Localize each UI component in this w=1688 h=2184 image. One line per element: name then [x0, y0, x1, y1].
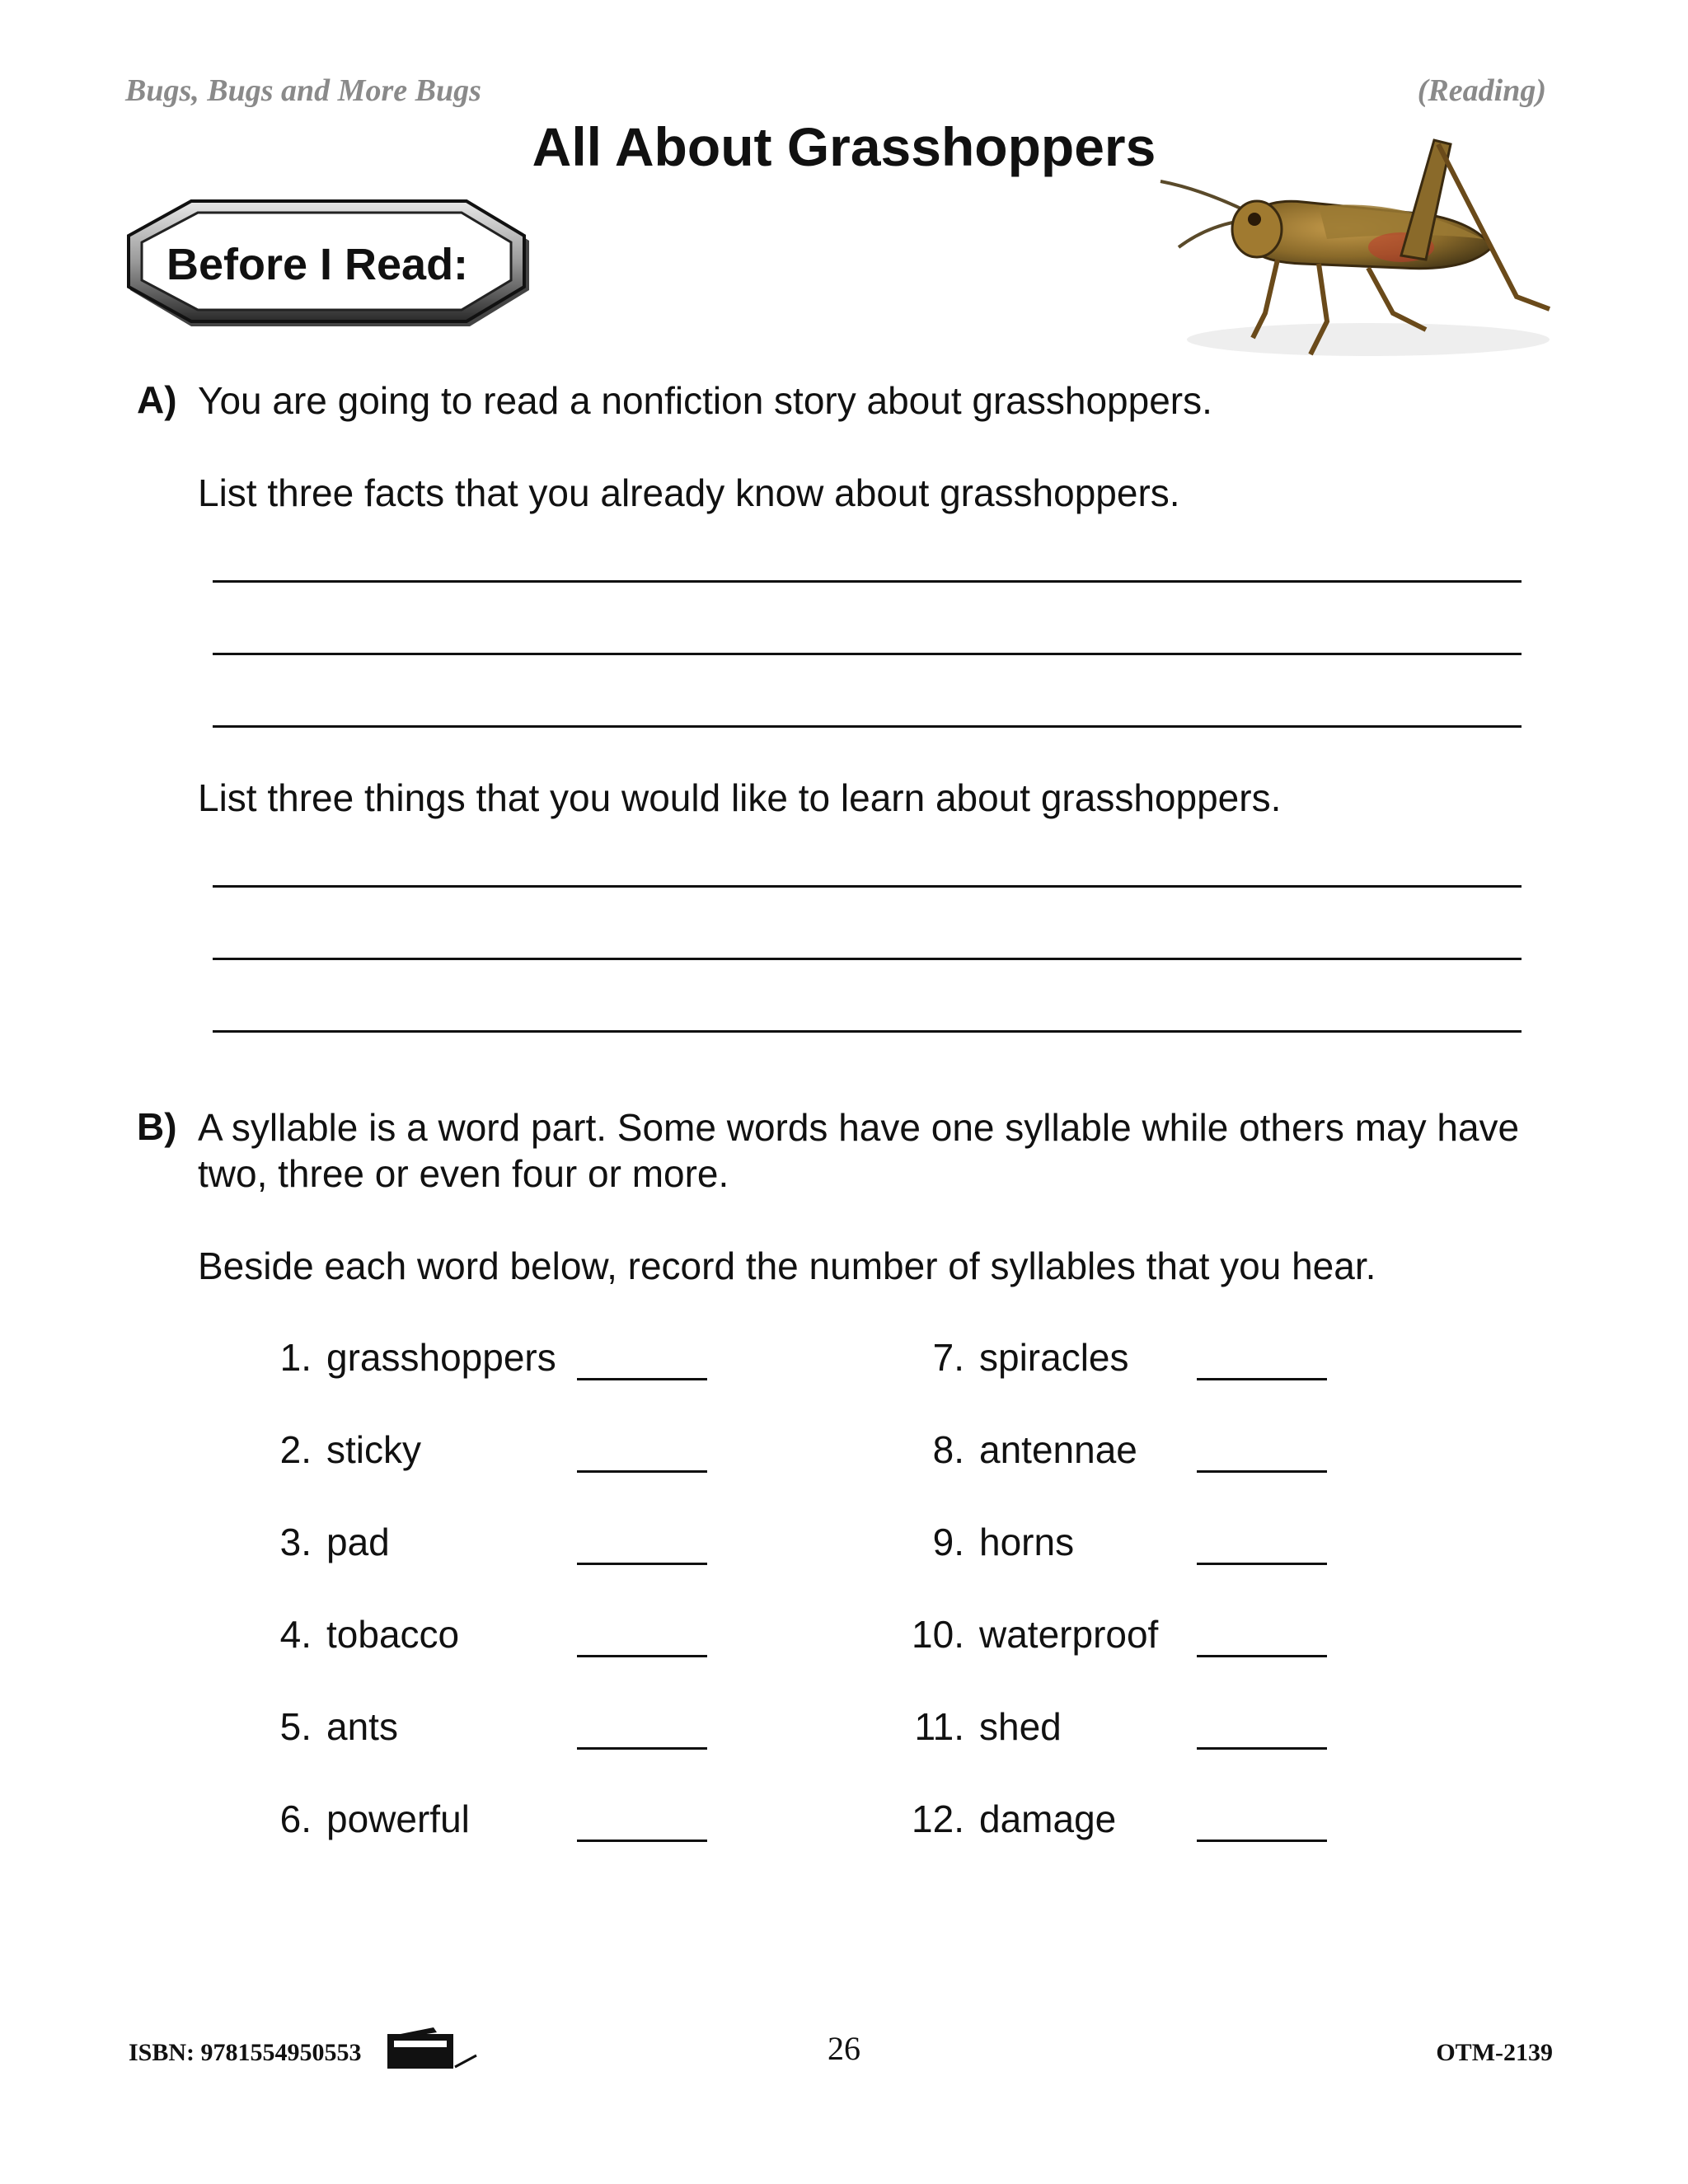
section-b-marker: B) — [137, 1105, 177, 1148]
item-word: pad — [326, 1521, 390, 1563]
syllable-blank[interactable] — [577, 1470, 707, 1473]
syllable-blank[interactable] — [577, 1747, 707, 1750]
syllable-blank[interactable] — [577, 1840, 707, 1842]
badge-label: Before I Read: — [166, 240, 469, 289]
footer-code: OTM-2139 — [1436, 2039, 1553, 2066]
answer-line-learn-2[interactable] — [213, 958, 1522, 960]
section-a-intro: You are going to read a nonfiction story about grasshoppers. — [198, 379, 1212, 422]
page-number: 26 — [828, 2030, 860, 2067]
item-number: 4. — [279, 1613, 312, 1656]
subject-label: (Reading) — [1417, 73, 1546, 108]
syllable-blank[interactable] — [1197, 1563, 1327, 1565]
page-title: All About Grasshoppers — [532, 116, 1156, 177]
item-word: horns — [979, 1521, 1075, 1563]
section-b-instruction: Beside each word below, record the number of syllables that you hear. — [198, 1244, 1376, 1287]
item-word: powerful — [326, 1797, 470, 1840]
grasshopper-icon — [1154, 124, 1582, 387]
item-number: 12. — [912, 1797, 964, 1840]
item-word: sticky — [326, 1428, 421, 1471]
syllable-blank[interactable] — [1197, 1655, 1327, 1657]
item-word: waterproof — [979, 1613, 1159, 1656]
item-word: grasshoppers — [326, 1336, 556, 1379]
item-word: spiracles — [979, 1336, 1129, 1379]
answer-line-fact-3[interactable] — [213, 725, 1522, 728]
item-number: 5. — [279, 1705, 312, 1748]
answer-line-learn-3[interactable] — [213, 1030, 1522, 1033]
section-a-marker: A) — [137, 378, 177, 421]
item-word: shed — [979, 1705, 1062, 1748]
section-a-prompt-facts: List three facts that you already know about grasshoppers. — [198, 471, 1180, 514]
section-a-prompt-learn: List three things that you would like to learn about grasshoppers. — [198, 776, 1282, 819]
item-number: 8. — [932, 1428, 964, 1471]
answer-line-fact-2[interactable] — [213, 653, 1522, 655]
item-number: 7. — [932, 1336, 964, 1379]
item-number: 3. — [279, 1521, 312, 1563]
item-number: 1. — [279, 1336, 312, 1379]
item-number: 9. — [932, 1521, 964, 1563]
footer-isbn: ISBN: 9781554950553 — [129, 2039, 362, 2066]
section-b-intro-line1: A syllable is a word part. Some words have one syllable while others may have — [198, 1106, 1520, 1149]
item-word: ants — [326, 1705, 398, 1748]
syllable-blank[interactable] — [1197, 1470, 1327, 1473]
item-word: damage — [979, 1797, 1117, 1840]
syllable-blank[interactable] — [577, 1378, 707, 1380]
syllable-blank[interactable] — [577, 1655, 707, 1657]
item-word: antennae — [979, 1428, 1137, 1471]
section-b-intro-line2: two, three or even four or more. — [198, 1152, 729, 1195]
item-word: tobacco — [326, 1613, 460, 1656]
item-number: 10. — [912, 1613, 964, 1656]
syllable-blank[interactable] — [1197, 1840, 1327, 1842]
answer-line-learn-1[interactable] — [213, 885, 1522, 888]
item-number: 6. — [279, 1797, 312, 1840]
item-number: 11. — [914, 1705, 964, 1748]
book-title: Bugs, Bugs and More Bugs — [125, 73, 481, 108]
syllable-blank[interactable] — [577, 1563, 707, 1565]
answer-line-fact-1[interactable] — [213, 580, 1522, 583]
syllable-blank[interactable] — [1197, 1378, 1327, 1380]
syllable-blank[interactable] — [1197, 1747, 1327, 1750]
item-number: 2. — [279, 1428, 312, 1471]
